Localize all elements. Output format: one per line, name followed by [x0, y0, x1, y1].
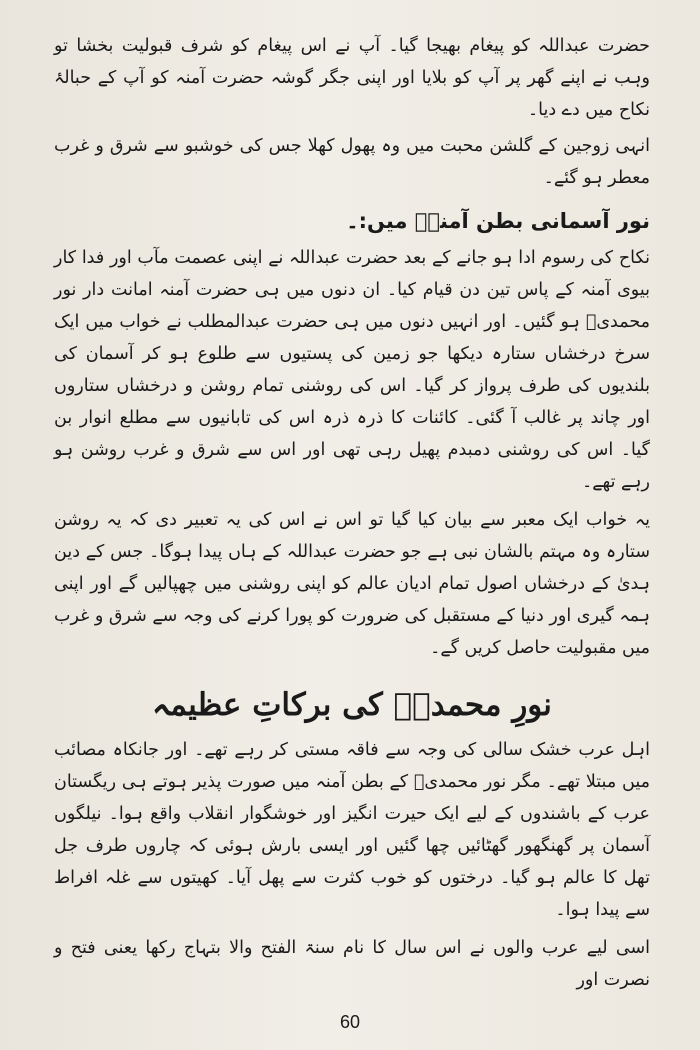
paragraph-5: اہل عرب خشک سالی کی وجہ سے فاقہ مستی کر رہے تھے۔ اور جانکاہ مصائب میں مبتلا تھے۔ مگر نور محمدیؐ کے بطن آمنہ میں صورت پذیر ہوتے ہی ریگستان عرب کے باشندوں کے لیے ایک حیرت انگیز اور خوشگوار انقلاب واقع ہوا۔ نیلگوں آسمان پر گھنگھور گھٹائیں چھا گئیں اور ایسی بارش ہوئی کہ چاروں طرف جل تھل کا عالم ہو گیا۔ درختوں کو خوب کثرت سے پھل آیا۔ کھیتوں سے غلہ افراط سے پیدا ہوا۔: [54, 740, 650, 920]
chapter-heading: نورِ محمدیؐ کی برکاتِ عظیمہ: [152, 687, 552, 723]
paragraph-6: اسی لیے عرب والوں نے اس سال کا نام سنۃ الفتح والا بتہاج رکھا یعنی فتح و نصرت اور: [54, 938, 650, 990]
page-content: [54, 30, 650, 1002]
section-subheading: نور آسمانی بطن آمنہؓ میں:۔: [346, 209, 650, 233]
paragraph-4: یہ خواب ایک معبر سے بیان کیا گیا تو اس نے اس کی یہ تعبیر دی کہ یہ روشن ستارہ وہ مہتم بالشان نبی ہے جو حضرت عبداللہ کے ہاں پیدا ہوگا۔ جس کے دین ہدیٰ کے درخشاں اصول تمام ادیان عالم کو اپنی روشنی میں چھپالیں گے اور اپنی ہمہ گیری اور دنیا کے مستقبل کی ضرورت کو پورا کرنے کی وجہ سے شرق و غرب میں مقبولیت حاصل کریں گے۔: [54, 510, 650, 658]
page-number: 60: [339, 1012, 361, 1032]
paragraph-1: حضرت عبداللہ کو پیغام بھیجا گیا۔ آپ نے اس پیغام کو شرف قبولیت بخشا تو وہب نے اپنے گھر پر آپ کو بلایا اور اپنی جگر گوشہ حضرت آمنہ کو آپ کے حبالۂ نکاح میں دے دیا۔: [54, 36, 650, 120]
paragraph-3: نکاح کی رسوم ادا ہو جانے کے بعد حضرت عبداللہ نے اپنی عصمت مآب اور فدا کار بیوی آمنہ کے پاس تین دن قیام کیا۔ ان دنوں میں ہی حضرت آمنہ امانت دار نور محمدیؐ ہو گئیں۔ اور انہیں دنوں میں ہی حضرت عبدالمطلب نے خواب میں ایک سرخ درخشاں ستارہ دیکھا جو زمین کی پستیوں سے طلوع ہو کر آسمان کی بلندیوں کی طرف پرواز کر گیا۔ اس کی روشنی تمام روشن و درخشاں ستاروں اور چاند پر غالب آ گئی۔ کائنات کا ذرہ ذرہ اس کی تابانیوں سے مطلع انوار بن گیا۔ اس کی روشنی دمبدم پھیل رہی تھی اور اس سے شرق و غرب روشن ہو رہے تھے۔: [54, 248, 650, 492]
paragraph-2: انہی زوجین کے گلشن محبت میں وہ پھول کھلا جس کی خوشبو سے شرق و غرب معطر ہو گئے۔: [54, 136, 650, 188]
